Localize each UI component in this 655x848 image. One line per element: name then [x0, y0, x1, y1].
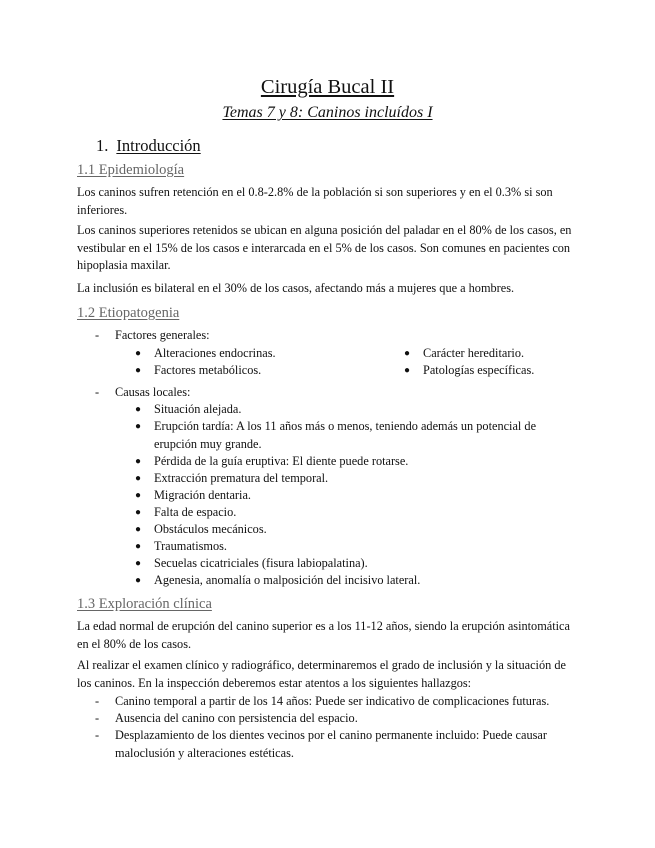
bullet-icon: ● — [135, 558, 142, 569]
bullet-icon: ● — [135, 348, 142, 359]
bullet-icon: ● — [135, 575, 142, 586]
bullet-icon: ● — [135, 456, 142, 467]
bullet-icon: ● — [135, 473, 142, 484]
bullet-item-local: ● Extracción prematura del temporal. — [154, 470, 328, 488]
bullet-item-general: ● Patologías específicas. — [423, 362, 534, 380]
paragraph-epidemiologia-3: La inclusión es bilateral en el 30% de los casos, afectando más a mujeres que a hombres. — [77, 281, 515, 295]
paragraph-epidemiologia-1: Los caninos sufren retención en el 0.8-2.8% de la población si son superiores y en el 0.3% si son inferiores. — [77, 185, 553, 217]
subsection-heading-exploracion-clinica: 1.3 Exploración clínica — [77, 596, 212, 612]
document-title: Cirugía Bucal II — [260, 76, 395, 98]
bullet-item-local: ● Situación alejada. — [154, 401, 241, 419]
bullet-icon: ● — [404, 348, 411, 359]
list-item-label: Causas locales: — [115, 385, 191, 399]
bullet-item-general: ● Alteraciones endocrinas. — [154, 345, 276, 363]
dash-marker: - — [95, 385, 100, 399]
bullet-icon: ● — [135, 404, 142, 415]
bullet-item-local: ● Traumatismos. — [154, 538, 227, 556]
section-heading-introduccion — [96, 136, 201, 156]
list-item-label: Factores generales: — [115, 328, 210, 342]
bullet-item-local: ● Erupción tardía: A los 11 años más o menos, teniendo además un potencial de erupción muy grande. — [135, 419, 537, 451]
list-item-causas-locales — [95, 384, 191, 402]
dash-marker: - — [95, 694, 100, 708]
bullet-icon: ● — [135, 524, 142, 535]
bullet-icon: ● — [404, 365, 411, 376]
paragraph-epidemiologia-2: Los caninos superiores retenidos se ubican en alguna posición del paladar en el 80% de los casos, en vestibular en el 15% de los casos e interarcada en el 5% de los casos. Son comunes en pacientes con hipoplasia maxilar. — [77, 223, 572, 272]
bullet-icon: ● — [135, 507, 142, 518]
paragraph-exploracion-2: Al realizar el examen clínico y radiográfico, determinaremos el grado de inclusión y la situación de los caninos. En la inspección deberemos estar atentos a los siguientes hallazgos: — [77, 658, 566, 690]
document-subtitle: Temas 7 y 8: Caninos incluídos I — [222, 104, 433, 121]
bullet-icon: ● — [135, 365, 142, 376]
list-item-hallazgo: - Ausencia del canino con persistencia del espacio. — [115, 710, 585, 728]
list-item-factores-generales — [95, 327, 210, 345]
bullet-item-local: ● Agenesia, anomalía o malposición del incisivo lateral. — [154, 572, 420, 590]
dash-marker: - — [95, 711, 100, 725]
subsection-heading-epidemiologia: 1.1 Epidemiología — [77, 162, 185, 178]
bullet-item-local: ● Migración dentaria. — [154, 487, 251, 505]
dash-marker: - — [95, 728, 100, 742]
bullet-icon: ● — [135, 421, 142, 432]
bullet-icon: ● — [135, 541, 142, 552]
list-item-hallazgo: - Desplazamiento de los dientes vecinos por el canino permanente incluido: Puede causar maloclusión y alteraciones estéticas. — [95, 728, 547, 760]
bullet-item-general: ● Carácter hereditario. — [423, 345, 524, 363]
section-title: Introducción — [116, 136, 201, 155]
bullet-item-local: ● Falta de espacio. — [154, 504, 236, 522]
dash-marker: - — [95, 328, 100, 342]
section-number: 1. — [96, 136, 109, 155]
bullet-item-local: ● Pérdida de la guía eruptiva: El diente puede rotarse. — [154, 453, 408, 471]
bullet-item-local: ● Obstáculos mecánicos. — [154, 521, 267, 539]
bullet-item-local: ● Secuelas cicatriciales (fisura labiopalatina). — [154, 555, 368, 573]
bullet-icon: ● — [135, 490, 142, 501]
paragraph-exploracion-1: La edad normal de erupción del canino superior es a los 11-12 años, siendo la erupción asintomática en el 80% de los casos. — [77, 619, 570, 651]
list-item-hallazgo: - Canino temporal a partir de los 14 años: Puede ser indicativo de complicaciones futuras. — [115, 693, 585, 711]
subsection-heading-etiopatogenia: 1.2 Etiopatogenia — [77, 305, 180, 321]
bullet-item-general: ● Factores metabólicos. — [154, 362, 261, 380]
